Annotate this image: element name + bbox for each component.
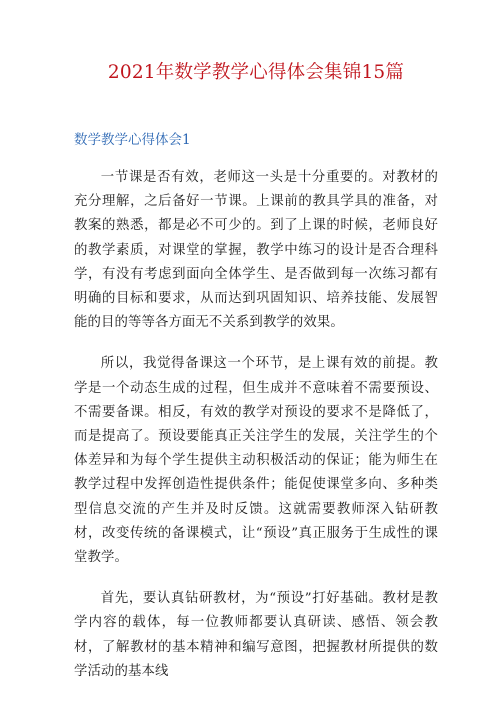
body-paragraph-1: 一节课是否有效，老师这一头是十分重要的。对教材的充分理解，之后备好一节课。上课前的教具学具的准备，对教案的熟悉，都是必不可少的。到了上课的时候，老师良好的教学素质，对课堂的掌握，教学中练习的设计是否合理科学，有没有考虑到面向全体学生、是否做到每一次练习都有明确的目标和要求，从而达到巩固知识、培养技能、发展智能的目的等等各方面无不关系到教学的效果。 <box>74 170 438 331</box>
section-heading: 数学教学心得体会1 <box>74 132 191 148</box>
body-paragraph-3: 首先，要认真钻研教材，为“预设”打好基础。教材是教学内容的载体，每一位教师都要认真研读、感悟、领会教材，了解教材的基本精神和编写意图，把握教材所提供的数学活动的基本线 <box>74 591 438 679</box>
body-paragraph-2: 所以，我觉得备课这一个环节，是上课有效的前提。教学是一个动态生成的过程，但生成并不意味着不需要预设、不需要备课。相反，有效的教学对预设的要求不是降低了，而是提高了。预设要能真正关注学生的发展，关注学生的个体差异和为每个学生提供主动积极活动的保证；能为师生在教学过程中发挥创造性提供条件；能促使课堂多向、多种类型信息交流的产生并及时反馈。这就需要教师深入钻研教材，改变传统的备课模式，让“预设”真正服务于生成性的课堂教学。 <box>74 356 438 566</box>
document-title: 2021年数学教学心得体会集锦15篇 <box>107 62 405 83</box>
